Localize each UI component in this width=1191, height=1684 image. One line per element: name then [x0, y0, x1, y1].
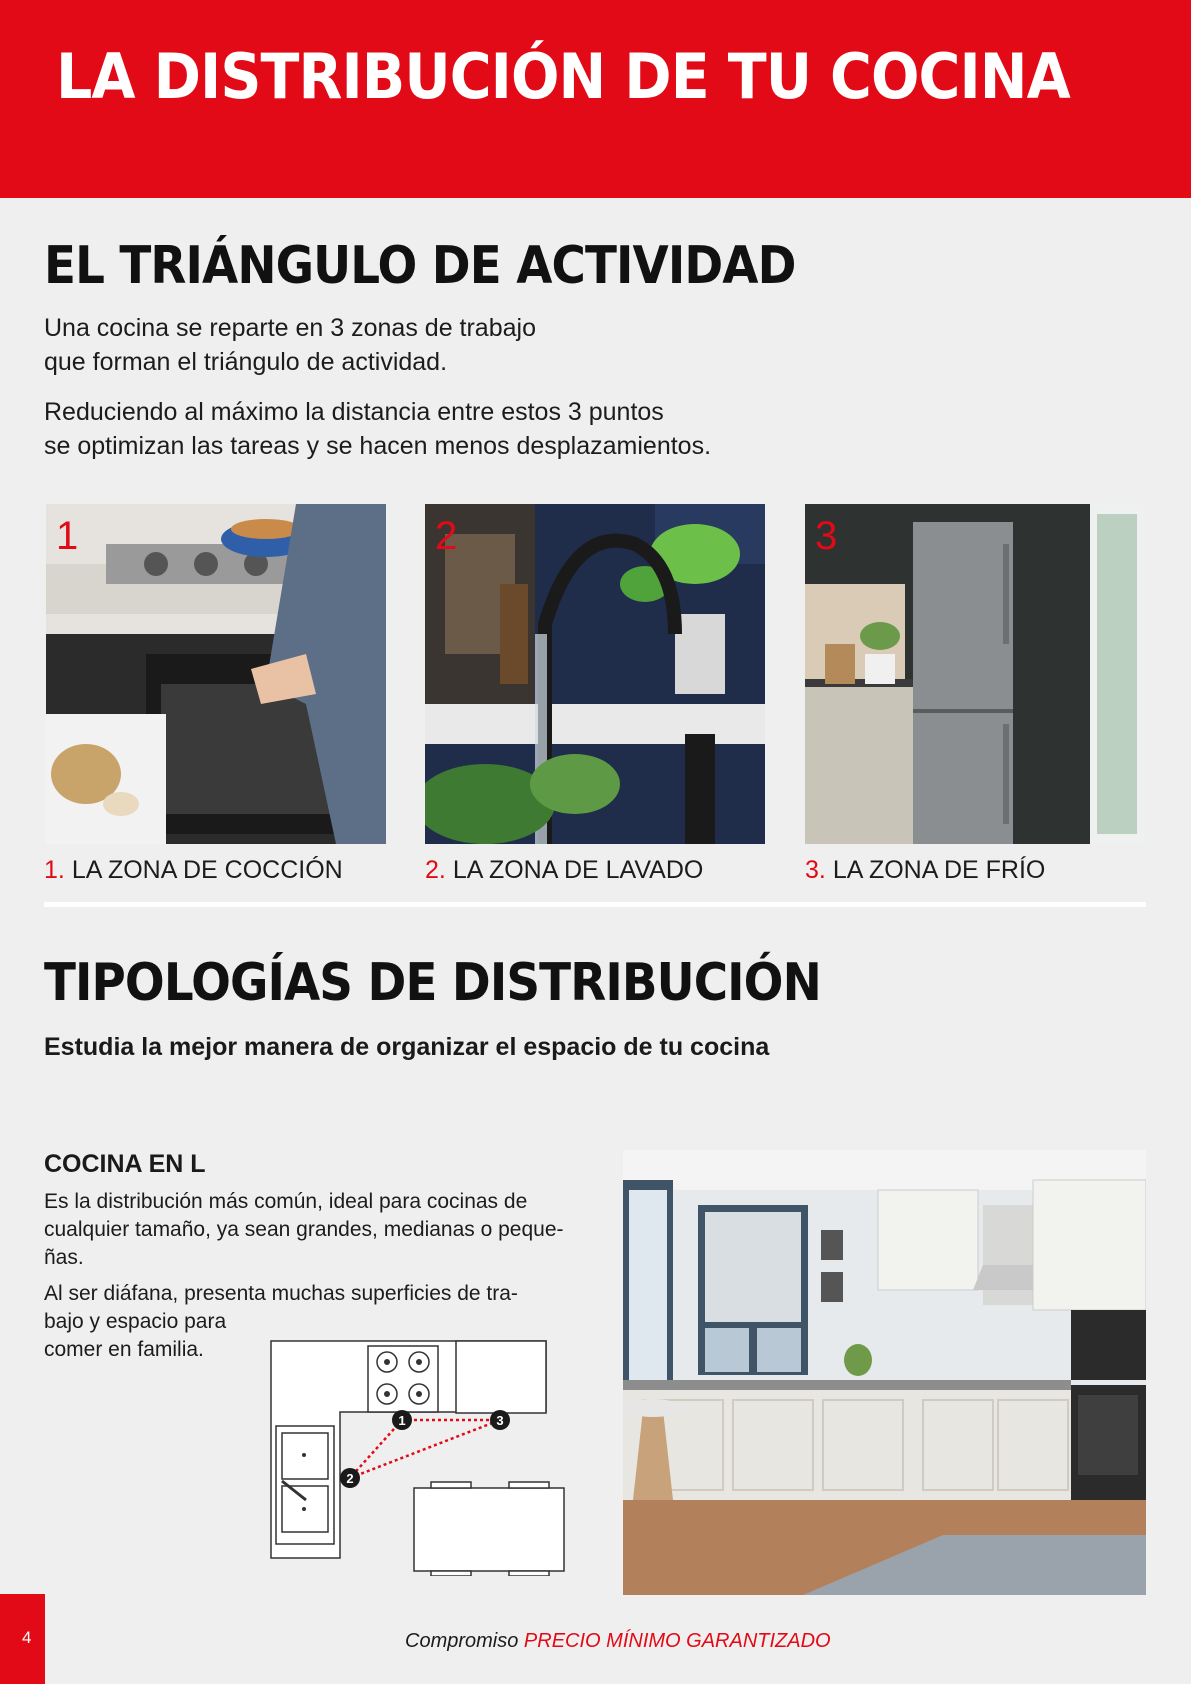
dining-table	[414, 1488, 564, 1571]
desc-line: bajo y espacio para	[44, 1310, 227, 1333]
intro-line: Reduciendo al máximo la distancia entre estos 3 puntos	[44, 398, 664, 426]
cold-zone-photo	[805, 504, 1145, 844]
zone-caption-label: LA ZONA DE FRÍO	[832, 856, 1046, 884]
fridge	[456, 1341, 546, 1413]
zone-caption-number: 1.	[44, 856, 65, 884]
desc-line: ñas.	[44, 1246, 84, 1269]
l-kitchen-floor-plan	[266, 1336, 566, 1576]
washing-zone-photo	[425, 504, 765, 844]
intro-line: se optimizan las tareas y se hacen menos desplazamientos.	[44, 432, 712, 460]
zone-number: 2	[435, 514, 458, 558]
zone-caption-label: LA ZONA DE LAVADO	[452, 856, 704, 884]
zone-caption-number: 2.	[425, 856, 446, 884]
zone-number: 3	[815, 514, 838, 558]
marker-label: 3	[496, 1413, 504, 1428]
section-title-triangle: EL TRIÁNGULO DE ACTIVIDAD	[44, 236, 796, 296]
footer-tagline	[405, 1630, 831, 1653]
marker-label: 1	[398, 1413, 406, 1428]
l-kitchen-description-1	[44, 1188, 604, 1272]
zone-caption-cooking	[44, 856, 343, 885]
marker-2	[340, 1468, 360, 1488]
marker-1	[392, 1410, 412, 1430]
section-title-typologies: TIPOLOGÍAS DE DISTRIBUCIÓN	[44, 953, 821, 1013]
header-banner	[0, 0, 1191, 198]
intro-line: Una cocina se reparte en 3 zonas de trabajo	[44, 314, 536, 342]
l-kitchen-title: COCINA EN L	[44, 1150, 206, 1178]
intro-line: que forman el triángulo de actividad.	[44, 348, 448, 376]
l-kitchen-photo	[623, 1150, 1146, 1595]
zone-caption-cold	[805, 856, 1045, 885]
cooking-zone-photo	[46, 504, 386, 844]
zone-caption-washing	[425, 856, 703, 885]
zone-caption-number: 3.	[805, 856, 826, 884]
desc-line: Al ser diáfana, presenta muchas superficies de tra-	[44, 1282, 518, 1305]
marker-label: 2	[346, 1471, 354, 1486]
footer-prefix: Compromiso	[405, 1630, 519, 1652]
intro-paragraph-2	[44, 395, 711, 463]
page-number-tab	[0, 1594, 45, 1684]
page-title: LA DISTRIBUCIÓN DE TU COCINA	[56, 40, 1070, 113]
footer-highlight: PRECIO MÍNIMO GARANTIZADO	[523, 1630, 831, 1652]
activity-triangle	[350, 1420, 500, 1478]
desc-line: Es la distribución más común, ideal para cocinas de	[44, 1190, 528, 1213]
zone-number: 1	[56, 514, 79, 558]
zone-caption-label: LA ZONA DE COCCIÓN	[71, 856, 343, 884]
desc-line: cualquier tamaño, ya sean grandes, medianas o peque-	[44, 1218, 564, 1241]
intro-paragraph-1	[44, 311, 536, 379]
section-divider	[44, 902, 1146, 907]
page-number: 4	[22, 1628, 32, 1647]
section-subtitle: Estudia la mejor manera de organizar el espacio de tu cocina	[44, 1033, 770, 1061]
desc-line: comer en familia.	[44, 1338, 204, 1361]
marker-3	[490, 1410, 510, 1430]
